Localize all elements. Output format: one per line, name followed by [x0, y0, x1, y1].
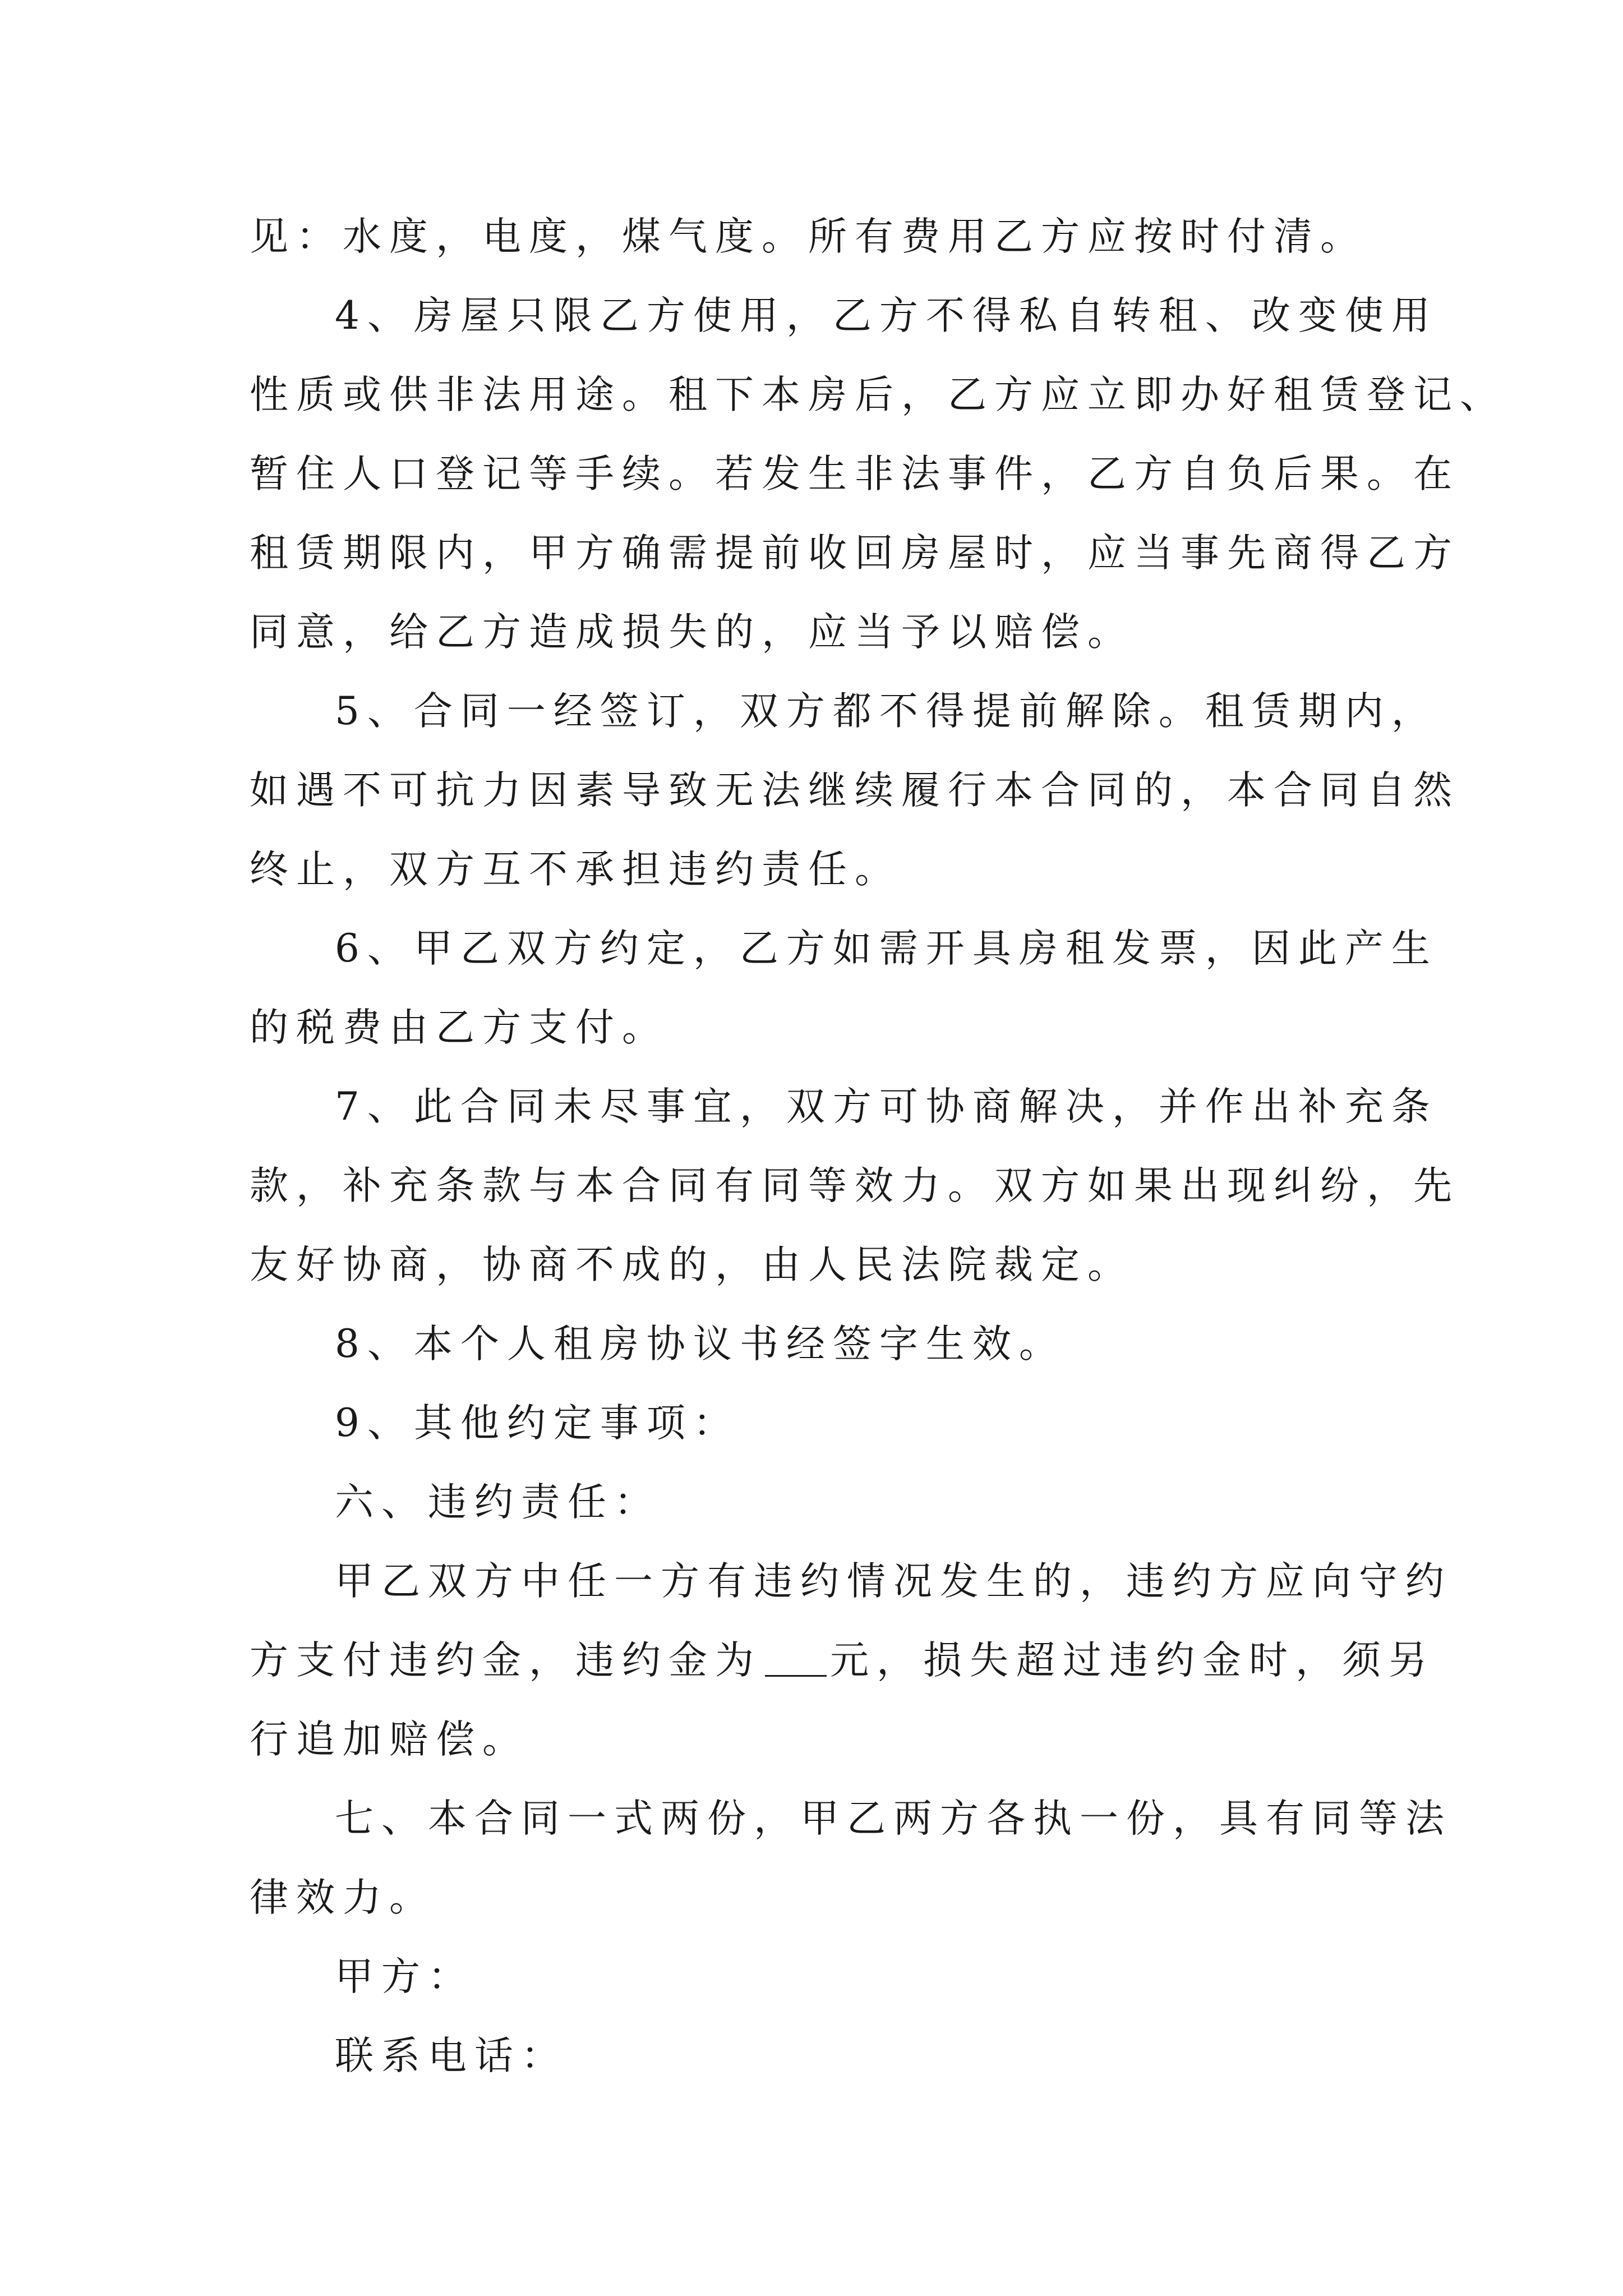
party-a-label: 甲方：: [335, 1954, 474, 1999]
clause-5-line: 5、合同一经签订，双方都不得提前解除。租赁期内，: [335, 689, 1438, 734]
text-line: 暂住人口登记等手续。若发生非法事件，乙方自负后果。在: [250, 452, 1460, 496]
clause-6-line: 6、甲乙双方约定，乙方如需开具房租发票，因此产生: [335, 926, 1438, 971]
text-line: 款，补充条款与本合同有同等效力。双方如果出现纠纷，先: [250, 1163, 1460, 1208]
section-heading: 七、本合同一式两份，甲乙两方各执一份，具有同等法: [335, 1796, 1452, 1841]
text-line: 行追加赔偿。: [250, 1717, 529, 1762]
clause-8-line: 8、本个人租房协议书经签字生效。: [335, 1322, 1066, 1366]
text-line: 的税费由乙方支付。: [250, 1005, 668, 1050]
contact-phone-label: 联系电话：: [335, 2033, 568, 2078]
text-line: 租赁期限内，甲方确需提前收回房屋时，应当事先商得乙方: [250, 531, 1460, 576]
text-line: 同意，给乙方造成损失的，应当予以赔偿。: [250, 610, 1134, 655]
penalty-amount-blank: [765, 1675, 827, 1677]
clause-4-line: 4、房屋只限乙方使用，乙方不得私自转租、改变使用: [335, 293, 1438, 338]
text-line: 律效力。: [250, 1875, 436, 1920]
document-body: [250, 197, 1506, 2096]
section-heading: 六、违约责任：: [335, 1480, 661, 1525]
clause-7-line: 7、此合同未尽事宜，双方可协商解决，并作出补充条: [335, 1084, 1438, 1129]
text-line: 终止，双方互不承担违约责任。: [250, 847, 901, 892]
penalty-line: [250, 1621, 1435, 1700]
clause-9-line: 9、其他约定事项：: [335, 1401, 740, 1446]
penalty-text-after: 元，损失超过违约金时，须另: [830, 1638, 1435, 1683]
text-line: 见：水度，电度，煤气度。所有费用乙方应按时付清。: [250, 214, 1367, 259]
text-line: 如遇不可抗力因素导致无法继续履行本合同的，本合同自然: [250, 768, 1460, 813]
text-line: 性质或供非法用途。租下本房后，乙方应立即办好租赁登记、: [250, 372, 1506, 417]
penalty-text-before: 方支付违约金，违约金为: [250, 1638, 762, 1683]
text-line: 友好协商，协商不成的，由人民法院裁定。: [250, 1243, 1134, 1287]
breach-paragraph-line: 甲乙双方中任一方有违约情况发生的，违约方应向守约: [335, 1559, 1452, 1604]
